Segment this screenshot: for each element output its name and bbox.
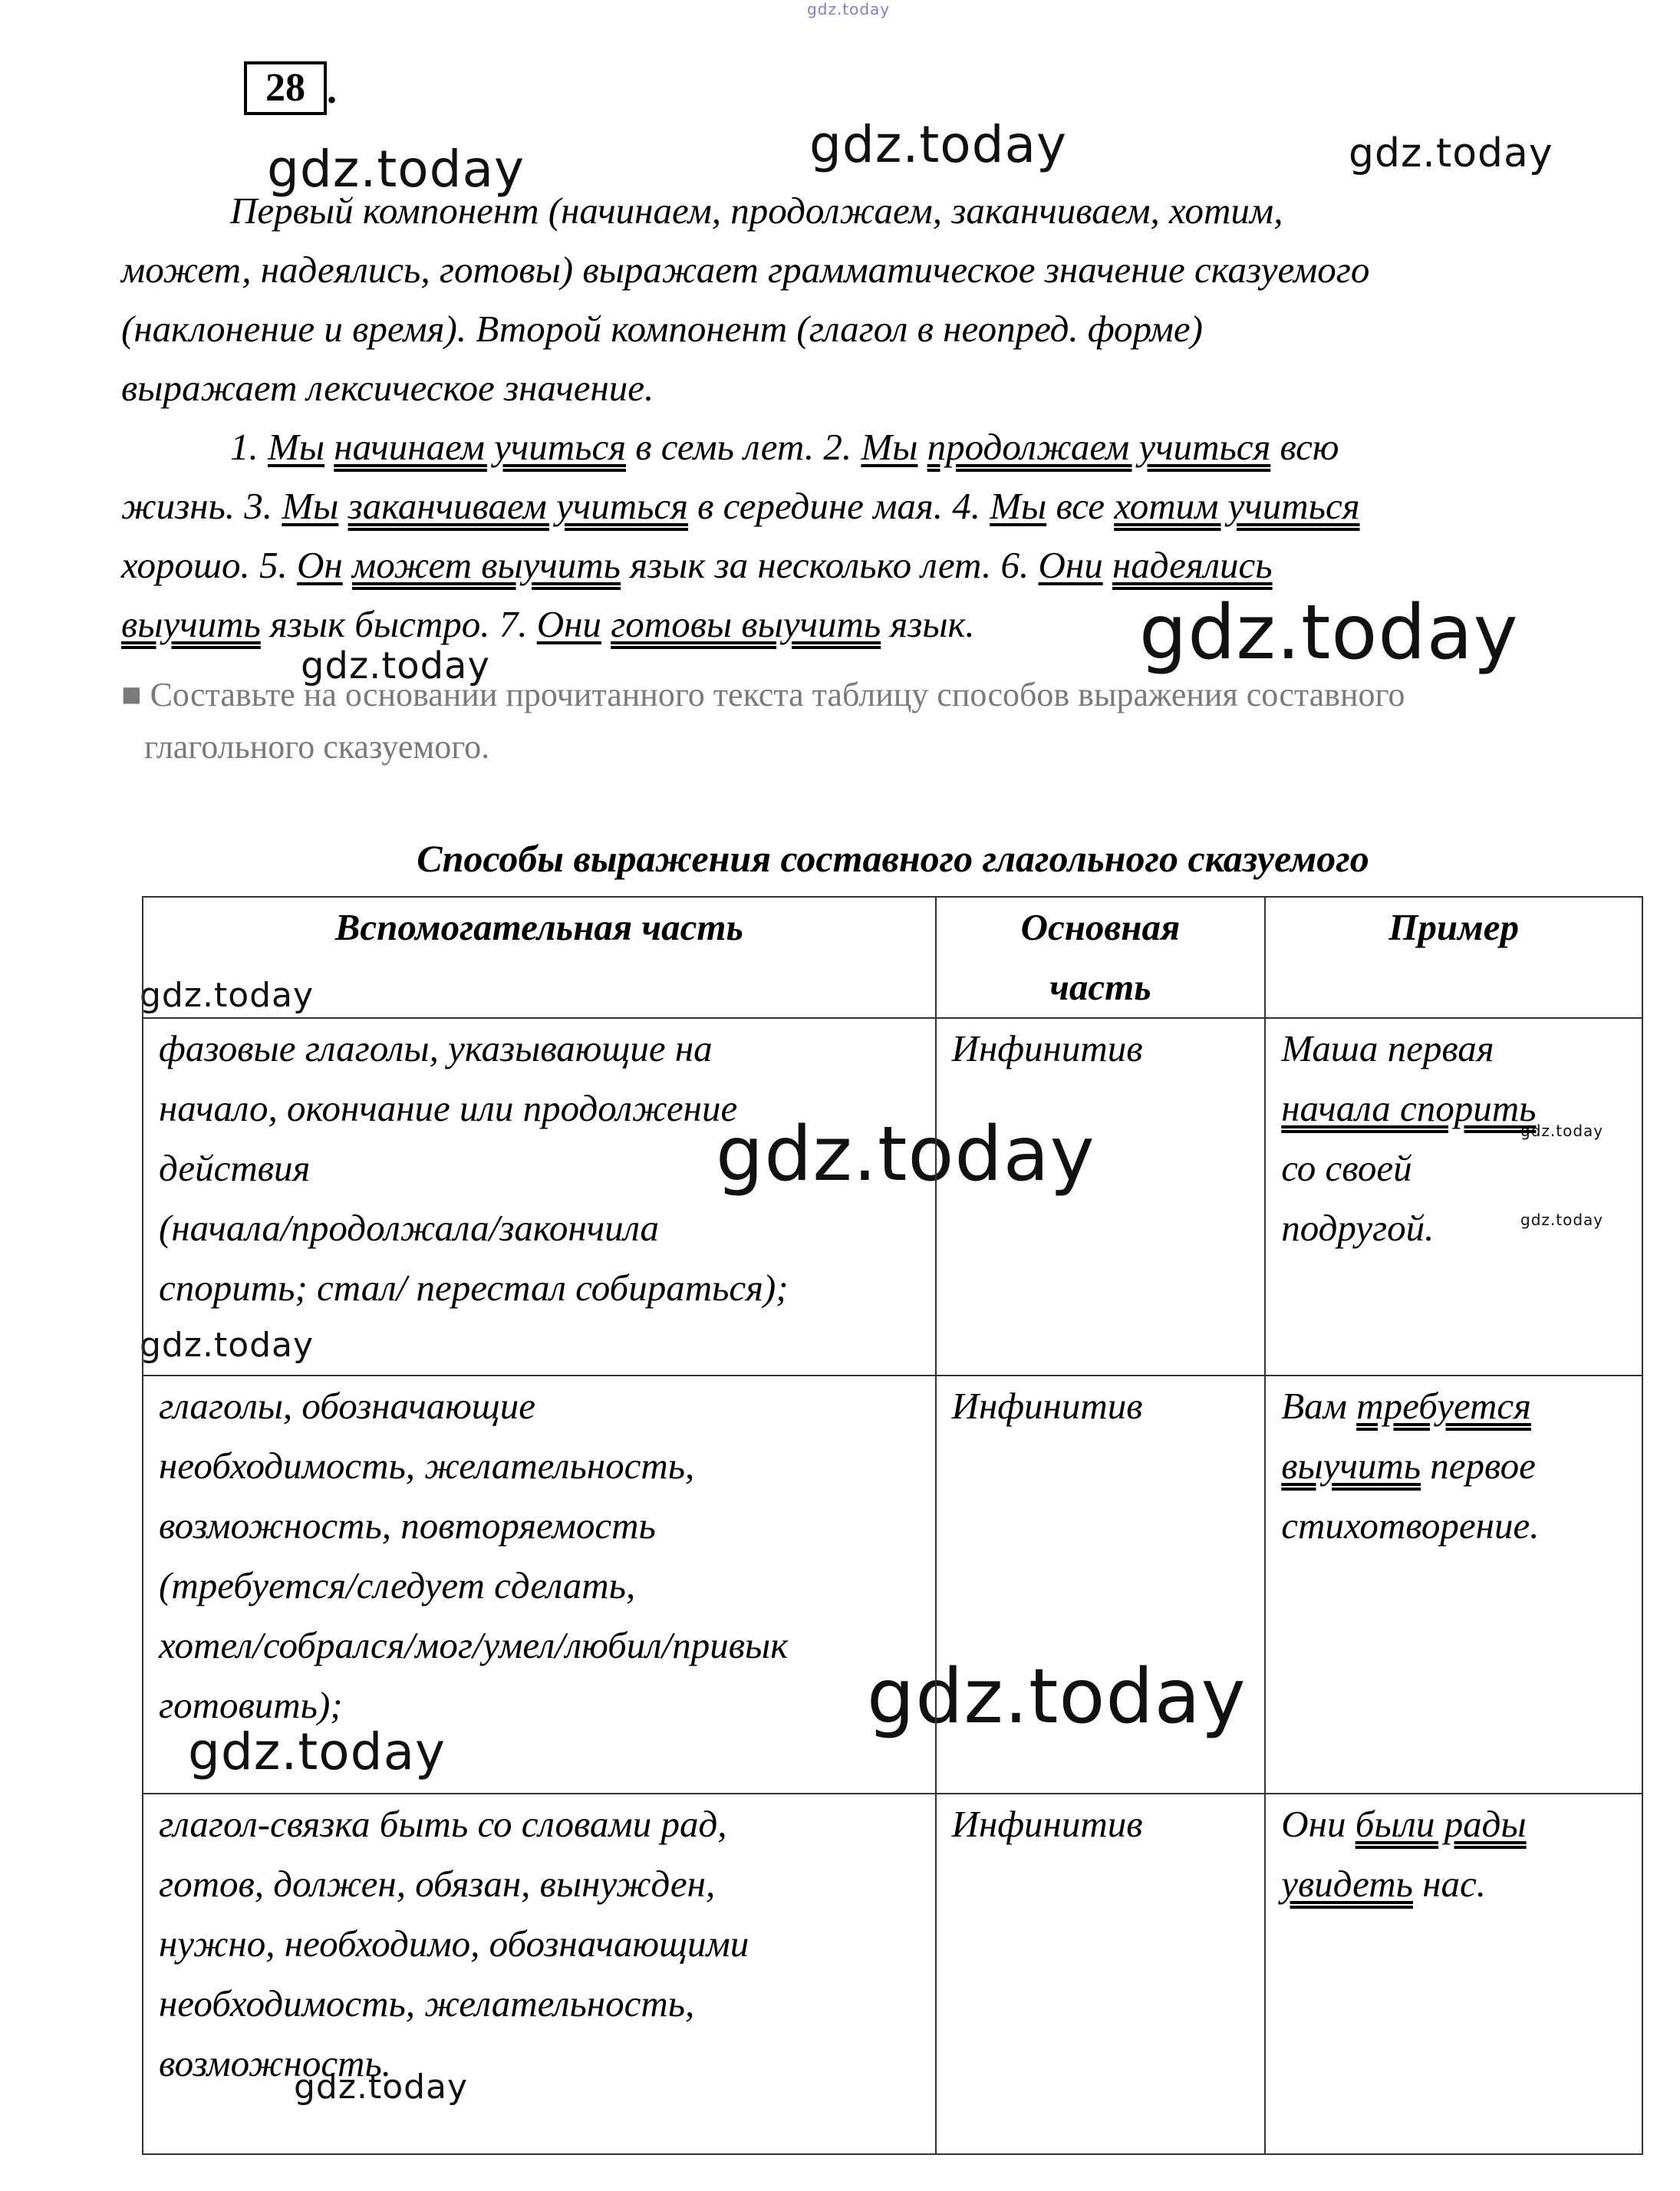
main-cell <box>936 1794 1266 2154</box>
task-text: Составьте на основании прочитанного текста таблицу способов выражения составного <box>150 676 1405 713</box>
text: Вам <box>1281 1385 1357 1427</box>
exercise-number-dot: . <box>327 68 337 112</box>
predicate: готовы выучить <box>611 603 881 645</box>
intro-line: Первый компонент (начинаем, продолжаем, заканчиваем, хотим, <box>230 189 1283 232</box>
cell-line <box>1281 1376 1626 1436</box>
cell-line: (требуется/следует сделать, <box>159 1564 636 1606</box>
text: хорошо. 5. <box>121 544 298 586</box>
header-aux <box>143 897 936 1018</box>
predicate: заканчиваем учиться <box>348 485 688 527</box>
sentences-line-1 <box>230 425 1339 469</box>
aux-cell <box>143 1376 936 1794</box>
cell-line: возможность. <box>159 2042 391 2084</box>
task-line-2 <box>144 727 489 766</box>
subject: Мы <box>268 426 325 468</box>
predicate: требуется <box>1356 1385 1531 1427</box>
watermark: gdz.today <box>140 1326 315 1365</box>
text: нас. <box>1412 1863 1487 1905</box>
table-header-row <box>143 897 1642 1018</box>
watermark: gdz.today <box>1139 589 1519 677</box>
predicate: надеялись <box>1112 544 1273 586</box>
cell-line: Инфинитив <box>951 1027 1143 1069</box>
predicate: были рады <box>1355 1803 1527 1845</box>
subject: Он <box>297 544 343 586</box>
text: всю <box>1270 426 1339 468</box>
text <box>343 544 352 586</box>
cell-line: необходимость, желательность, <box>159 1445 695 1487</box>
cell-line: Инфинитив <box>951 1385 1143 1427</box>
watermark: gdz.today <box>716 1111 1095 1198</box>
predicate: продолжаем учиться <box>927 426 1271 468</box>
task-text: глагольного сказуемого <box>144 728 482 766</box>
predicate: может выучить <box>351 544 621 586</box>
watermark: gdz.today <box>301 644 490 687</box>
text: Они <box>1281 1803 1356 1845</box>
text: язык. <box>881 603 975 645</box>
cell-line: хотел/собрался/мог/умел/любил/привык <box>159 1624 789 1666</box>
cell-line: (начала/продолжала/закончила <box>159 1207 660 1249</box>
text <box>324 426 334 468</box>
text: язык за несколько лет. 6. <box>620 544 1039 586</box>
text: жизнь. 3. <box>121 485 282 527</box>
cell-line: подругой. <box>1281 1207 1435 1249</box>
header-aux-label: Вспомогательная часть <box>334 906 743 948</box>
cell-line: готов, должен, обязан, вынужден, <box>159 1863 716 1905</box>
watermark: gdz.today <box>140 976 315 1015</box>
predicate: выучить <box>1281 1445 1421 1487</box>
text <box>917 426 927 468</box>
watermark: gdz.today <box>267 140 525 199</box>
header-main <box>936 897 1266 1018</box>
cell-line: фазовые глаголы, указывающие на <box>159 1027 713 1069</box>
cell-line: глаголы, обозначающие <box>159 1385 536 1427</box>
main-cell <box>936 1376 1266 1794</box>
watermark: gdz.today <box>1520 1122 1604 1140</box>
header-example <box>1265 897 1642 1018</box>
cell-line: со своей <box>1281 1147 1412 1189</box>
task-line-1 <box>121 675 1405 714</box>
watermark: gdz.today <box>294 2067 469 2107</box>
text <box>601 603 611 645</box>
cell-line: готовить); <box>159 1684 343 1726</box>
cell-line: необходимость, желательность, <box>159 1982 695 2025</box>
predicate: начинаем учиться <box>334 426 626 468</box>
cell-line <box>1281 1854 1626 1914</box>
text <box>1103 544 1112 586</box>
text: язык быстро. 7. <box>260 603 537 645</box>
text: 1. <box>230 426 268 468</box>
sentences-line-3 <box>121 543 1273 587</box>
aux-cell <box>143 1794 936 2154</box>
example-cell <box>1265 1376 1642 1794</box>
example-cell <box>1265 1794 1642 2154</box>
subject: Мы <box>861 426 918 468</box>
watermark-top: gdz.today <box>807 0 891 18</box>
intro-line: может, надеялись, готовы) выражает грамматическое значение сказуемого <box>121 249 1370 291</box>
sentences-line-2 <box>121 484 1359 528</box>
cell-line: Инфинитив <box>951 1803 1143 1845</box>
table-row <box>143 1018 1642 1376</box>
subject: Мы <box>990 485 1047 527</box>
table-row <box>143 1794 1642 2154</box>
watermark: gdz.today <box>1349 130 1553 176</box>
aux-cell <box>143 1018 936 1376</box>
cell-line: возможность, повторяемость <box>159 1504 656 1547</box>
table-row <box>143 1376 1642 1794</box>
text: первое <box>1421 1445 1536 1487</box>
cell-line: нужно, необходимо, обозначающими <box>159 1922 749 1965</box>
header-main-label: Основная <box>1020 906 1181 948</box>
cell-line: спорить; стал/ перестал собираться); <box>159 1267 789 1309</box>
cell-line <box>1281 1436 1626 1496</box>
predicate: увидеть <box>1281 1863 1413 1905</box>
subject: Они <box>1038 544 1103 586</box>
watermark: gdz.today <box>867 1653 1247 1741</box>
text: в середине мая. 4. <box>687 485 990 527</box>
text: все <box>1046 485 1115 527</box>
cell-line: стихотворение. <box>1281 1504 1540 1547</box>
predicate: выучить <box>121 603 261 645</box>
subject: Мы <box>282 485 339 527</box>
intro-line: (наклонение и время). Второй компонент (глагол в неопред. форме) <box>121 308 1203 350</box>
task-marker-icon: ■ <box>121 676 142 713</box>
text: в семь лет. 2. <box>626 426 861 468</box>
table-title: Способы выражения составного глагольного сказуемого <box>417 837 1369 880</box>
exercise-number: 28 <box>244 61 327 115</box>
text <box>338 485 348 527</box>
header-main-label: часть <box>1049 966 1151 1008</box>
example-cell <box>1265 1018 1642 1376</box>
header-example-label: Пример <box>1388 906 1519 948</box>
cell-line: действия <box>159 1147 311 1189</box>
task-text-end: . <box>481 728 490 766</box>
intro-line: выражает лексическое значение. <box>121 367 654 409</box>
cell-line: глагол-связка быть со словами рад, <box>159 1803 727 1845</box>
main-cell <box>936 1018 1266 1376</box>
cell-line <box>1281 1794 1626 1854</box>
subject: Они <box>536 603 601 645</box>
methods-table <box>142 896 1643 2155</box>
watermark: gdz.today <box>188 1722 446 1781</box>
cell-line <box>1281 1079 1626 1138</box>
watermark: gdz.today <box>1520 1211 1604 1229</box>
cell-line: Маша первая <box>1281 1027 1494 1069</box>
watermark: gdz.today <box>809 115 1068 174</box>
cell-line: начало, окончание или продолжение <box>159 1087 738 1129</box>
sentences-line-4 <box>121 602 975 646</box>
predicate: начала спорить <box>1281 1087 1537 1129</box>
predicate: хотим учиться <box>1114 485 1360 527</box>
